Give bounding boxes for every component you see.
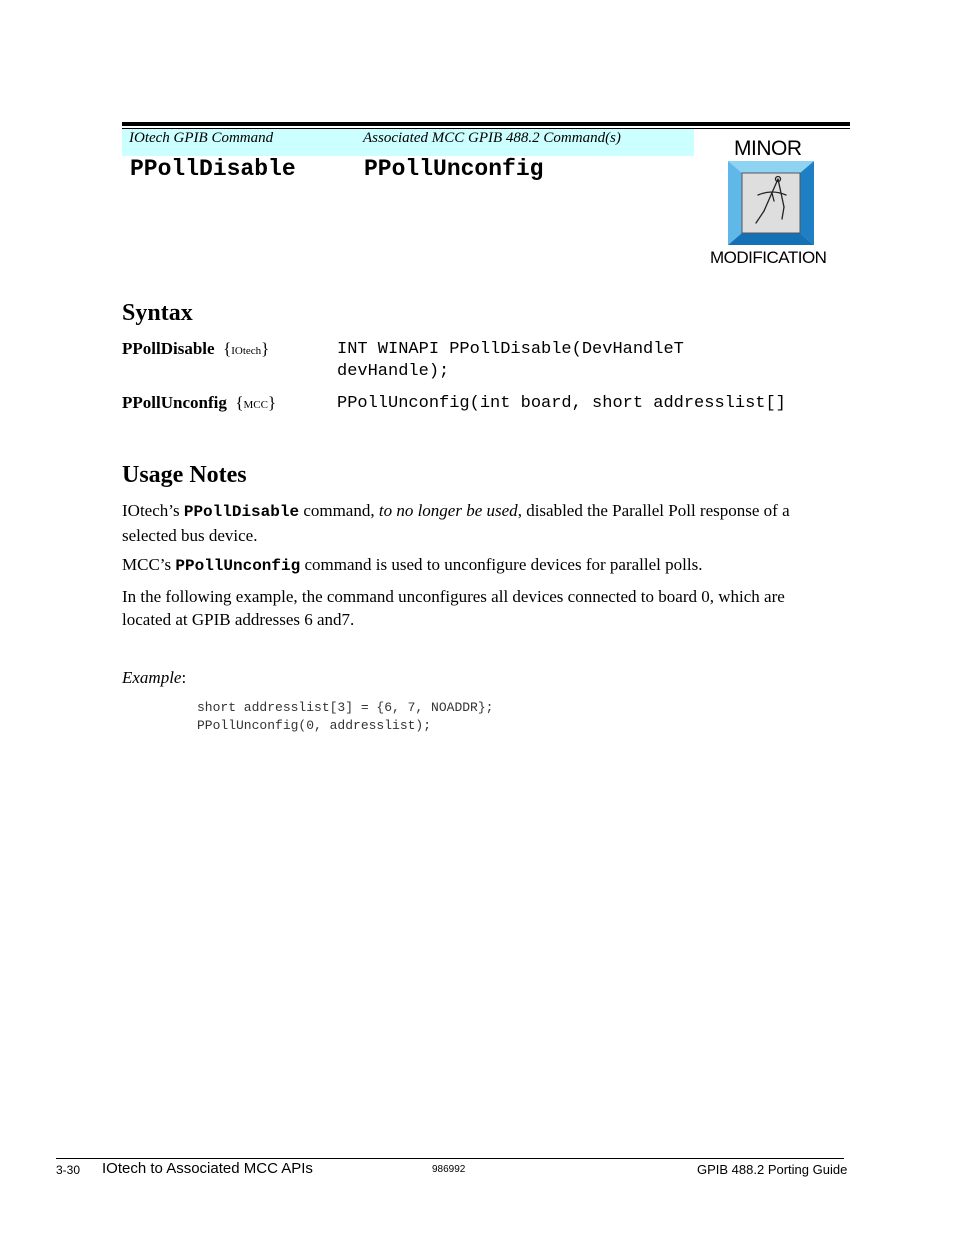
example-colon: : [181, 668, 187, 687]
usage-notes-heading: Usage Notes [122, 462, 247, 488]
syntax-tag-mcc: MCC [243, 399, 268, 411]
header-rule-thick [122, 122, 850, 126]
text-run: , disabled the Parallel Poll response of a selected bus device. [122, 501, 790, 545]
badge-minor-label: MINOR [734, 137, 802, 160]
syntax-code-ppolldisable [337, 339, 684, 383]
syntax-name-ppollunconfig: PPollUnconfig {MCC} [122, 393, 277, 412]
example-label-text: Example [122, 668, 182, 687]
inline-command: PPollUnconfig [175, 557, 301, 575]
syntax-heading: Syntax [122, 300, 193, 326]
footer-guide-title: GPIB 488.2 Porting Guide [697, 1162, 848, 1177]
syntax-name-text: PPollDisable [122, 339, 215, 358]
compass-tool-icon [728, 161, 814, 245]
text-run: command is used to unconfigure devices for parallel polls. [300, 555, 703, 574]
syntax-code-line: PPollUnconfig(int board, short addresslist[] [337, 394, 786, 413]
example-label [122, 668, 186, 688]
text-run: MCC’s [122, 555, 176, 574]
usage-paragraph-2 [122, 553, 836, 578]
footer-section-title: IOtech to Associated MCC APIs [102, 1160, 313, 1177]
example-code-line: short addresslist[3] = {6, 7, NOADDR}; [197, 700, 494, 715]
usage-paragraph-1 [122, 499, 836, 547]
iotech-command-name: PPollDisable [130, 156, 296, 182]
badge-modification-label: MODIFICATION [710, 248, 827, 267]
syntax-tag-iotech: IOtech [231, 345, 262, 357]
italic-text: to no longer be used [378, 501, 518, 520]
syntax-name-ppolldisable: PPollDisable {IOtech} [122, 339, 270, 358]
footer-rule [56, 1158, 844, 1159]
syntax-code-ppollunconfig [337, 393, 786, 415]
footer-page-number: 3-30 [56, 1163, 81, 1177]
mcc-command-name: PPollUnconfig [364, 156, 544, 182]
syntax-code-line: INT WINAPI PPollDisable(DevHandleT [337, 340, 684, 359]
mcc-column-label: Associated MCC GPIB 488.2 Command(s) [363, 130, 621, 146]
example-code-line: PPollUnconfig(0, addresslist); [197, 718, 432, 733]
usage-paragraph-3: In the following example, the command unconfigures all devices connected to board 0, which are located at GPIB addresses 6 and7. [122, 587, 785, 629]
text-run: IOtech’s [122, 501, 184, 520]
syntax-code-line: devHandle); [337, 362, 450, 381]
text-run: command, [299, 501, 379, 520]
footer-doc-number: 986992 [432, 1164, 466, 1175]
iotech-column-label: IOtech GPIB Command [129, 130, 274, 146]
inline-command: PPollDisable [183, 503, 300, 521]
syntax-name-text: PPollUnconfig [122, 393, 227, 412]
